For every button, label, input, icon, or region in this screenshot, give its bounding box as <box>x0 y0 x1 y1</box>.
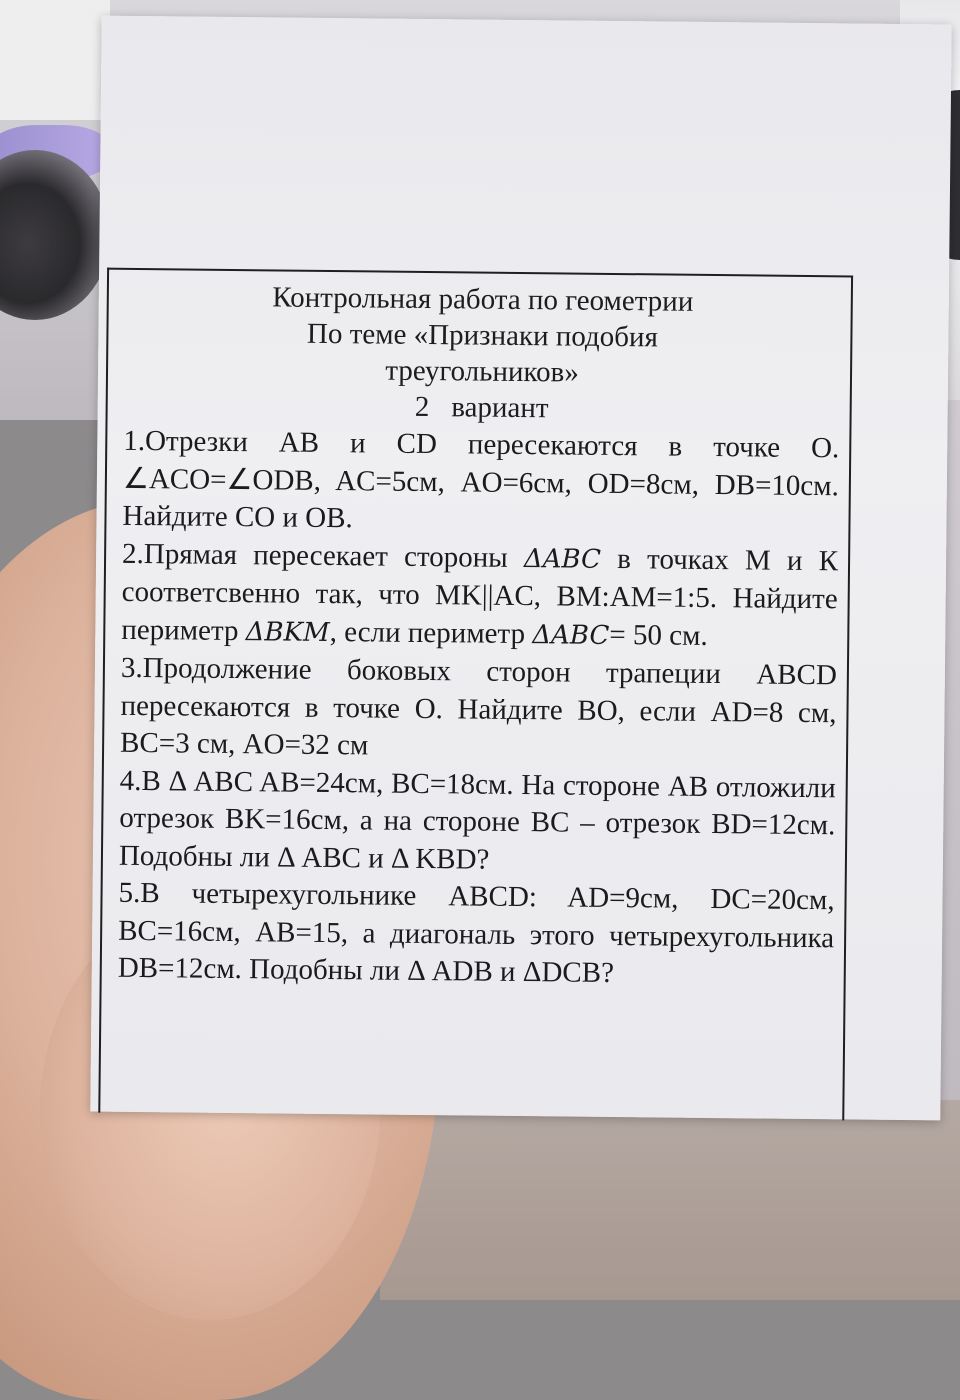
variant-word: вариант <box>451 391 549 425</box>
task-3 <box>120 650 837 770</box>
task-2-text-b: в точках М и К соответсвенно так, что MK||AC, BM:AM=1:5. Найдите периметр <box>121 542 839 647</box>
variant-number: 2 <box>414 390 430 424</box>
background-fabric <box>380 1100 960 1300</box>
task-2-text-d: = 50 см. <box>609 618 708 652</box>
task-3-text: 3.Продолжение боковых сторон трапеции ABCD пересекаются в точке О. Найдите ВО, если AD=8 см, BC=3 см, AO=32 см <box>119 651 838 762</box>
text-frame <box>98 268 853 1121</box>
task-1 <box>122 423 839 543</box>
task-2-math-b: ΔBKM <box>245 616 330 648</box>
task-2-math-a: ΔABC <box>523 543 602 575</box>
task-2 <box>121 535 838 657</box>
header-block <box>124 278 841 429</box>
task-2-text-c: , если периметр <box>329 615 533 650</box>
doc-topic-line-2: треугольников» <box>385 354 579 389</box>
doc-title: Контрольная работа по геометрии <box>272 281 694 318</box>
task-2-math-c: ΔABC <box>532 619 610 651</box>
task-1-text: 1.Отрезки AB и CD пересекаются в точке О. ∠ACO=∠ODB, AC=5см, AO=6см, OD=8см, DB=10см. Найдите CO и OB. <box>122 424 840 535</box>
background-shelf <box>0 0 110 123</box>
task-5 <box>118 875 835 995</box>
variant-label <box>124 386 840 429</box>
task-2-text-a: 2.Прямая пересекает стороны <box>121 537 525 574</box>
test-paper-sheet <box>90 16 951 1121</box>
task-4 <box>119 762 836 882</box>
task-4-text: 4.В Δ ABC AB=24см, BC=18см. На стороне AB отложили отрезок BK=16см, а на стороне BC – отрезок BD=12см. Подобны ли Δ ABC и Δ KBD? <box>118 764 836 876</box>
task-5-text: 5.В четырехугольнике ABCD: AD=9см, DC=20см, BC=16см, AB=15, а диагональ этого четырехугольника DB=12см. Подобны ли Δ ADB и ΔDCB? <box>117 876 835 989</box>
doc-topic-line-1: По теме «Признаки подобия <box>306 317 659 354</box>
